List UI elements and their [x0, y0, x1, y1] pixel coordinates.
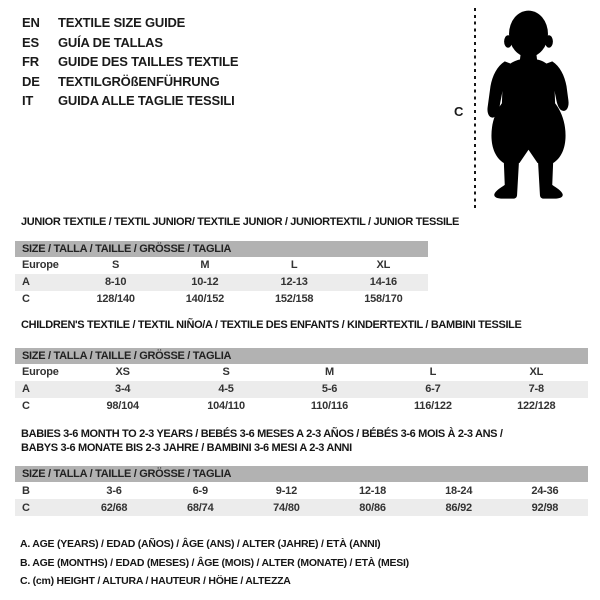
section-title-line: BABIES 3-6 MONTH TO 2-3 YEARS / BEBÉS 3-6 MESES A 2-3 AÑOS / BÉBÉS 3-6 MOIS À 2-3 ANS /	[21, 428, 503, 440]
row-label: C	[22, 293, 30, 305]
footnote-line: C. (cm) HEIGHT / ALTURA / HAUTEUR / HÖHE / ALTEZZA	[20, 575, 291, 588]
language-code: EN	[22, 15, 40, 30]
size-cell: 9-12	[275, 484, 297, 497]
size-cell: 80/86	[329, 499, 415, 516]
size-cell: 92/98	[502, 499, 588, 516]
size-cell: 18-24	[445, 484, 473, 497]
size-cell: XS	[115, 366, 130, 378]
language-code: IT	[22, 93, 34, 109]
table-row	[15, 364, 588, 381]
size-cell: XL	[529, 366, 544, 378]
row-label: C	[22, 400, 30, 412]
row-label: A	[15, 274, 71, 291]
language-code: ES	[22, 34, 39, 50]
row-label: B	[22, 484, 30, 497]
footnotes	[20, 535, 409, 591]
size-cell: XL	[376, 259, 391, 271]
size-cell: 3-4	[71, 381, 174, 398]
section-babies	[15, 428, 588, 516]
language-code: FR	[22, 54, 39, 70]
table-row	[15, 482, 588, 499]
row-label: C	[15, 499, 71, 516]
section-title-line: CHILDREN'S TEXTILE / TEXTIL NIÑO/A / TEXTILE DES ENFANTS / KINDERTEXTIL / BAMBINI TESSILE	[21, 319, 522, 331]
section-junior	[15, 216, 460, 308]
language-row	[22, 13, 238, 33]
language-row	[22, 91, 238, 111]
size-cell: 140/152	[185, 293, 225, 305]
section-title-junior	[15, 216, 460, 230]
section-title-children	[15, 319, 588, 333]
size-cell: 6-7	[381, 381, 484, 398]
row-label: Europe	[22, 259, 59, 271]
language-code: DE	[22, 73, 40, 89]
section-title-babies	[15, 428, 588, 455]
size-cell: 116/122	[413, 400, 452, 412]
language-title: TEXTILGRÖßENFÜHRUNG	[58, 73, 220, 89]
height-measure-label: C	[454, 104, 464, 119]
size-cell: M	[324, 366, 334, 378]
language-list	[22, 13, 238, 111]
size-cell: 3-6	[106, 484, 122, 497]
table-row	[15, 398, 588, 415]
size-cell: S	[222, 366, 230, 378]
size-cell: 6-9	[192, 484, 208, 497]
babies-size-table	[15, 466, 588, 516]
section-title-line: JUNIOR TEXTILE / TEXTIL JUNIOR/ TEXTILE JUNIOR / JUNIORTEXTIL / JUNIOR TESSILE	[21, 216, 460, 228]
size-cell: 12-18	[358, 484, 387, 497]
footnote-line: B. AGE (MONTHS) / EDAD (MESES) / ÂGE (MOIS) / ALTER (MONATE) / ETÀ (MESI)	[20, 556, 409, 569]
language-row	[22, 72, 238, 92]
table-row	[15, 257, 428, 274]
size-cell: 152/158	[274, 293, 314, 305]
footnote-line: A. AGE (YEARS) / EDAD (AÑOS) / ÂGE (ANS) / ALTER (JAHRE) / ETÀ (ANNI)	[20, 538, 381, 550]
table-header-bar: SIZE / TALLA / TAILLE / GRÖSSE / TAGLIA	[15, 348, 588, 364]
size-cell: M	[200, 259, 210, 271]
language-row	[22, 52, 238, 72]
size-cell: 98/104	[106, 400, 139, 412]
size-cell: 122/128	[517, 400, 556, 412]
size-cell: 8-10	[71, 274, 160, 291]
language-title: TEXTILE SIZE GUIDE	[58, 15, 186, 30]
size-cell: 74/80	[243, 499, 329, 516]
size-cell: 14-16	[339, 274, 428, 291]
size-cell: L	[429, 366, 437, 378]
size-cell: 4-5	[174, 381, 277, 398]
size-cell: 12-13	[250, 274, 339, 291]
size-cell: 104/110	[207, 400, 245, 412]
size-cell: 158/170	[364, 293, 403, 305]
table-row	[15, 291, 428, 308]
table-header-bar: SIZE / TALLA / TAILLE / GRÖSSE / TAGLIA	[15, 466, 588, 482]
row-label: Europe	[22, 366, 59, 378]
section-children	[15, 319, 588, 415]
language-title: GUIDE DES TAILLES TEXTILE	[58, 54, 239, 70]
children-size-table	[15, 348, 588, 415]
size-cell: 5-6	[278, 381, 381, 398]
size-cell: 10-12	[160, 274, 249, 291]
size-cell: S	[112, 259, 120, 271]
table-row	[15, 499, 588, 516]
section-title-line: BABYS 3-6 MONATE BIS 2-3 JAHRE / BAMBINI 3-6 MESI A 2-3 ANNI	[21, 441, 352, 454]
size-cell: 128/140	[96, 293, 135, 305]
size-cell: L	[290, 259, 298, 271]
junior-size-table	[15, 241, 428, 308]
table-row	[15, 381, 588, 398]
size-cell: 7-8	[485, 381, 588, 398]
language-title: GUIDA ALLE TAGLIE TESSILI	[58, 93, 235, 109]
table-row	[15, 274, 428, 291]
table-header-bar: SIZE / TALLA / TAILLE / GRÖSSE / TAGLIA	[15, 241, 428, 257]
height-dashed-line	[474, 8, 476, 211]
language-title: GUÍA DE TALLAS	[58, 34, 163, 50]
row-label: A	[15, 381, 71, 398]
size-cell: 68/74	[157, 499, 243, 516]
size-cell: 62/68	[71, 499, 157, 516]
language-row	[22, 33, 238, 53]
size-cell: 110/116	[310, 400, 349, 412]
size-cell: 24-36	[531, 484, 559, 497]
baby-silhouette-icon	[481, 8, 576, 206]
size-cell: 86/92	[416, 499, 502, 516]
